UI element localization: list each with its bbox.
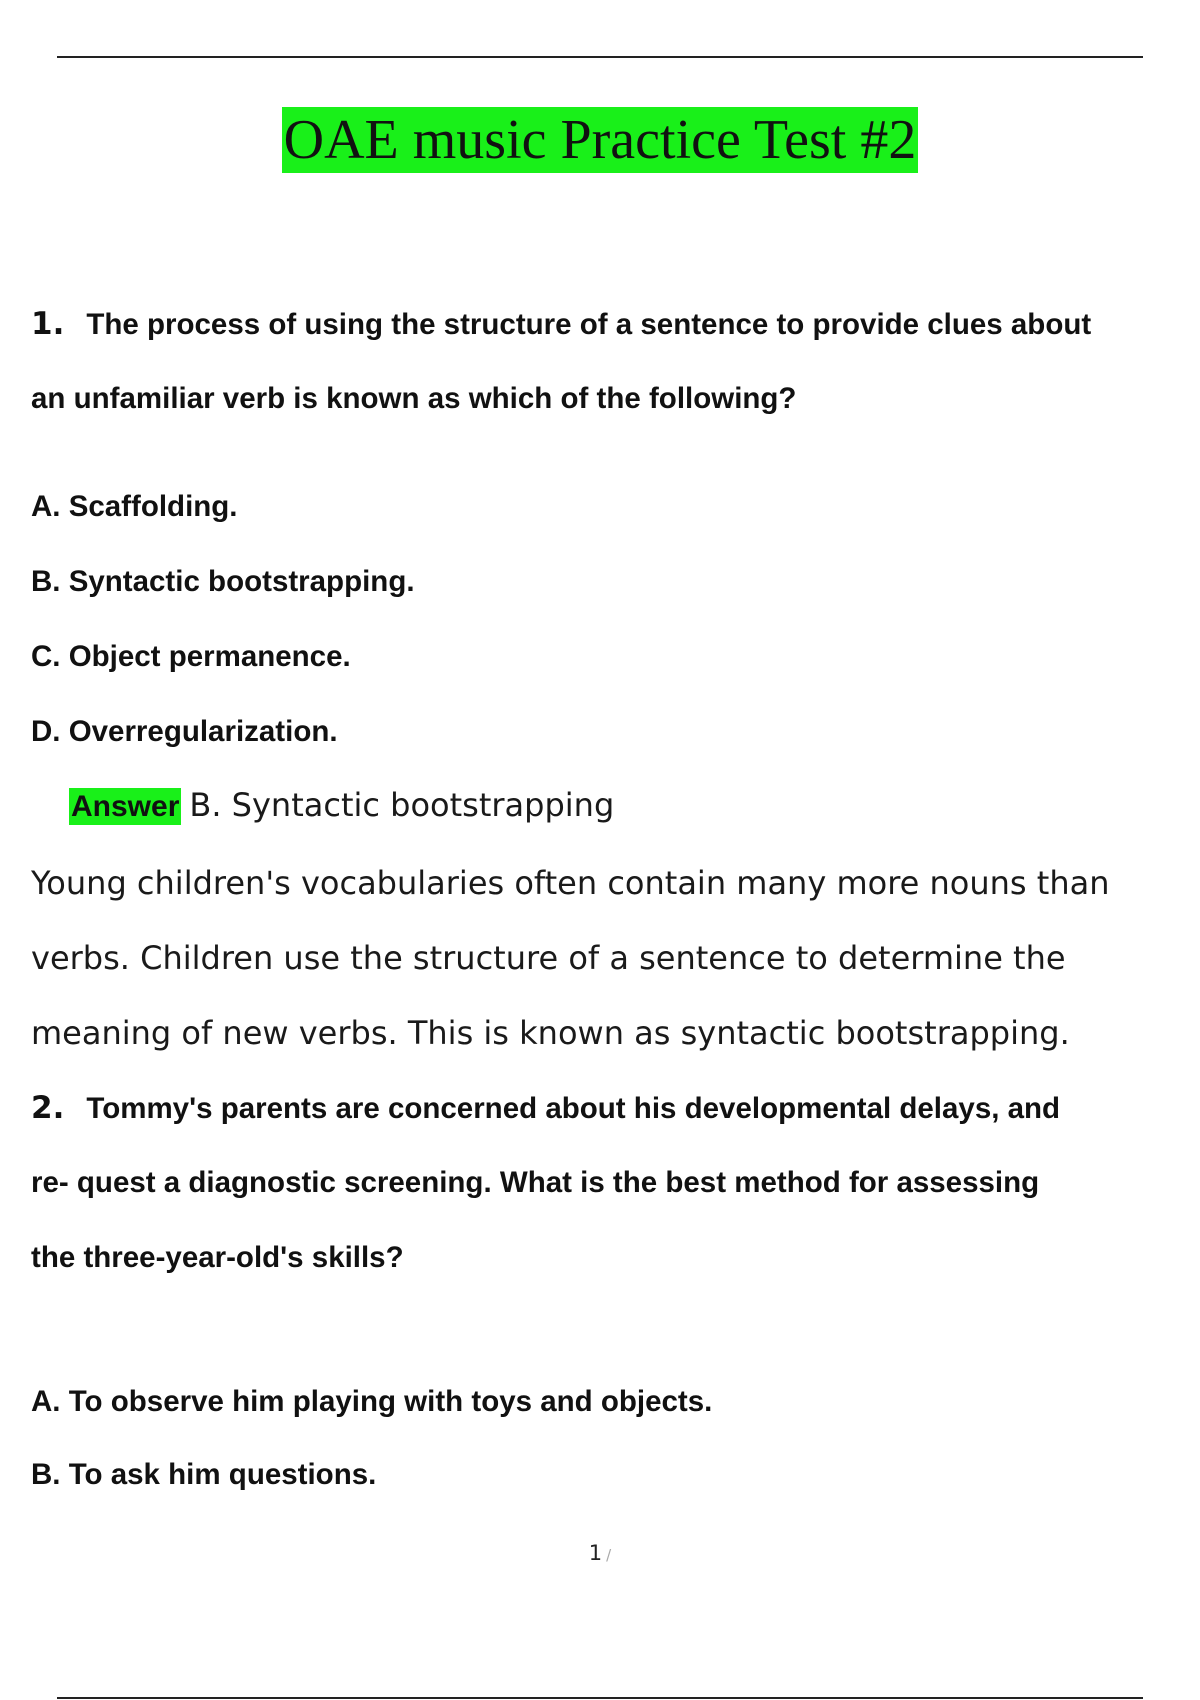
question-1-text-line-2: an unfamiliar verb is known as which of the following? bbox=[31, 382, 797, 415]
question-1-explanation-line-1: Young children's vocabularies often contain many more nouns than bbox=[31, 864, 1110, 902]
bottom-rule bbox=[57, 1697, 1143, 1699]
question-1-option-b: B. Syntactic bootstrapping. bbox=[31, 565, 415, 598]
page-title: OAE music Practice Test #2 bbox=[283, 109, 917, 171]
question-2-option-b: B. To ask him questions. bbox=[31, 1458, 377, 1491]
question-1-answer-text: B. Syntactic bootstrapping bbox=[189, 786, 615, 824]
question-1-answer bbox=[69, 786, 614, 824]
question-1-option-c: C. Object permanence. bbox=[31, 640, 351, 673]
answer-highlight-label: Answer bbox=[71, 790, 180, 823]
title-block bbox=[0, 107, 1200, 173]
question-2-text-line-2: re- quest a diagnostic screening. What is the best method for assessing bbox=[31, 1166, 1040, 1199]
question-1-text-line-1: The process of using the structure of a sentence to provide clues about bbox=[86, 308, 1092, 341]
question-2-line-1 bbox=[31, 1090, 1060, 1126]
question-2-text-line-1: Tommy's parents are concerned about his developmental delays, and bbox=[86, 1092, 1061, 1125]
question-1-number: 1. bbox=[31, 306, 65, 342]
question-1-option-d: D. Overregularization. bbox=[31, 715, 338, 748]
question-2-number: 2. bbox=[31, 1090, 65, 1126]
question-1-option-a: A. Scaffolding. bbox=[31, 490, 238, 523]
question-2-text-line-3: the three-year-old's skills? bbox=[31, 1241, 404, 1274]
question-2-option-a: A. To observe him playing with toys and objects. bbox=[31, 1385, 713, 1418]
page-number bbox=[0, 1541, 1200, 1565]
question-1-explanation-line-3: meaning of new verbs. This is known as syntactic bootstrapping. bbox=[31, 1014, 1070, 1052]
top-rule bbox=[57, 56, 1143, 58]
page-number-value: 1 bbox=[588, 1541, 603, 1565]
question-1-explanation-line-2: verbs. Children use the structure of a sentence to determine the bbox=[31, 939, 1066, 977]
question-1-line-1 bbox=[31, 306, 1091, 342]
page-number-separator: / bbox=[606, 1546, 612, 1564]
